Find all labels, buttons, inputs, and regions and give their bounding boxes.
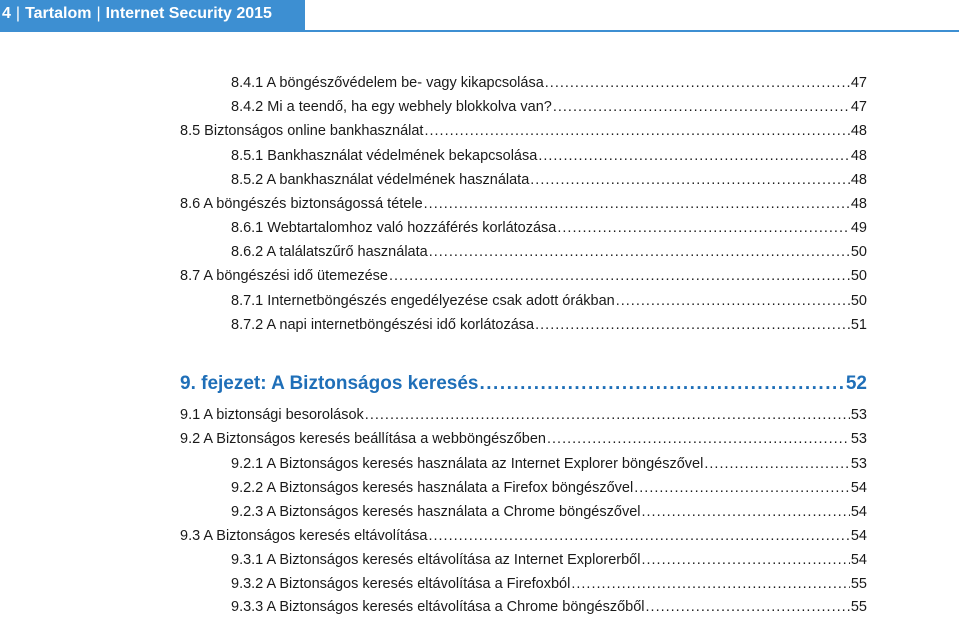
toc-entry[interactable] — [231, 576, 867, 592]
toc-entry-title: 9.2.1 A Biztonságos keresés használata az Internet Explorer böngészővel — [231, 456, 704, 472]
toc-entry-title: 8.6 A böngészés biztonságossá tétele — [180, 196, 423, 212]
toc-entry[interactable] — [231, 220, 867, 236]
toc-entry-title: 8.7 A böngészési idő ütemezése — [180, 268, 388, 284]
toc-leader-dots — [634, 480, 850, 496]
toc-entry[interactable] — [231, 99, 867, 115]
toc-entry-page: 54 — [850, 504, 867, 520]
toc-entry-title: 8.5.2 A bankhasználat védelmének használata — [231, 172, 530, 188]
header-subtitle: Internet Security 2015 — [105, 5, 272, 22]
toc-entry-title: 8.5.1 Bankhasználat védelmének bekapcsolása — [231, 148, 538, 164]
toc-entry-page: 48 — [850, 172, 867, 188]
toc-entry-title: 9.3.2 A Biztonságos keresés eltávolítása a Firefoxból — [231, 576, 571, 592]
toc-leader-dots — [553, 99, 850, 115]
toc-entry-page: 54 — [850, 552, 867, 568]
toc-entry[interactable] — [231, 552, 867, 568]
toc-entry[interactable] — [231, 504, 867, 520]
header-page-number: 4 — [2, 5, 11, 22]
toc-entry-page: 55 — [850, 576, 867, 592]
toc-entry[interactable] — [231, 480, 867, 496]
toc-leader-dots — [479, 373, 844, 395]
toc-entry-page: 48 — [850, 123, 867, 139]
toc-leader-dots — [571, 576, 850, 592]
toc-entry-title: 8.7.2 A napi internetböngészési idő korlátozása — [231, 317, 535, 333]
toc-entry-page: 54 — [850, 480, 867, 496]
toc-entry-page: 50 — [850, 268, 867, 284]
toc-leader-dots — [545, 75, 850, 91]
toc-leader-dots — [530, 172, 850, 188]
header-separator: | — [15, 5, 21, 22]
toc-leader-dots — [557, 220, 850, 236]
toc-entry-page: 53 — [850, 456, 867, 472]
toc-entry-page: 51 — [850, 317, 867, 333]
toc-entry[interactable] — [231, 599, 867, 615]
toc-entry-page: 50 — [850, 293, 867, 309]
toc-leader-dots — [429, 244, 850, 260]
toc-entry-title: 9.1 A biztonsági besorolások — [180, 407, 364, 423]
toc-entry[interactable] — [180, 407, 867, 423]
toc-entry-page: 47 — [850, 99, 867, 115]
toc-entry-title: 9.3 A Biztonságos keresés eltávolítása — [180, 528, 428, 544]
header-separator: | — [96, 5, 101, 22]
toc-leader-dots — [424, 196, 850, 212]
toc-entry-title: 8.6.2 A találatszűrő használata — [231, 244, 428, 260]
toc-chapter-title: 9. fejezet: A Biztonságos keresés — [180, 373, 479, 394]
toc-entry[interactable] — [231, 456, 867, 472]
toc-entry[interactable] — [180, 528, 867, 544]
toc-entry-page: 48 — [850, 148, 867, 164]
toc-entry-title: 8.7.1 Internetböngészés engedélyezése csak adott órákban — [231, 293, 615, 309]
toc-entry[interactable] — [180, 196, 867, 212]
toc-leader-dots — [704, 456, 850, 472]
toc-entry-title: 8.6.1 Webtartalomhoz való hozzáférés korlátozása — [231, 220, 557, 236]
toc-entry[interactable] — [231, 317, 867, 333]
toc-entry-page: 55 — [850, 599, 867, 615]
toc-leader-dots — [365, 407, 850, 423]
toc-leader-dots — [535, 317, 850, 333]
toc-leader-dots — [547, 431, 850, 447]
toc-entry[interactable] — [231, 244, 867, 260]
toc-leader-dots — [641, 552, 849, 568]
toc-entry-title: 8.5 Biztonságos online bankhasználat — [180, 123, 424, 139]
toc-entry[interactable] — [180, 431, 867, 447]
toc-chapter-page: 52 — [845, 373, 867, 394]
toc-entry-page: 50 — [850, 244, 867, 260]
toc-entry-page: 48 — [850, 196, 867, 212]
toc-entry[interactable] — [180, 268, 867, 284]
toc-leader-dots — [538, 148, 850, 164]
toc-entry-title: 9.2 A Biztonságos keresés beállítása a webböngészőben — [180, 431, 546, 447]
toc-leader-dots — [646, 599, 850, 615]
toc-entry-title: 9.3.1 A Biztonságos keresés eltávolítása az Internet Explorerből — [231, 552, 641, 568]
toc-entry-title: 8.4.2 Mi a teendő, ha egy webhely blokkolva van? — [231, 99, 552, 115]
toc-entry-title: 9.3.3 A Biztonságos keresés eltávolítása a Chrome böngészőből — [231, 599, 645, 615]
toc-entry-page: 53 — [850, 431, 867, 447]
toc-entry[interactable] — [231, 293, 867, 309]
toc-chapter-entry[interactable] — [180, 373, 867, 395]
header-book-title: Tartalom — [25, 5, 92, 22]
toc-entry-page: 53 — [850, 407, 867, 423]
toc-leader-dots — [616, 293, 850, 309]
toc-entry-title: 9.2.2 A Biztonságos keresés használata a Firefox böngészővel — [231, 480, 634, 496]
toc-entry-page: 54 — [850, 528, 867, 544]
toc-leader-dots — [389, 268, 850, 284]
toc-entry[interactable] — [231, 172, 867, 188]
toc-entry-page: 47 — [850, 75, 867, 91]
toc-entry-page: 49 — [850, 220, 867, 236]
toc-leader-dots — [424, 123, 849, 139]
toc-entry[interactable] — [180, 123, 867, 139]
toc-entry-title: 8.4.1 A böngészővédelem be- vagy kikapcsolása — [231, 75, 544, 91]
toc-leader-dots — [428, 528, 849, 544]
toc-entry-title: 9.2.3 A Biztonságos keresés használata a Chrome böngészővel — [231, 504, 641, 520]
toc-entry[interactable] — [231, 75, 867, 91]
toc-entry[interactable] — [231, 148, 867, 164]
toc-leader-dots — [641, 504, 849, 520]
